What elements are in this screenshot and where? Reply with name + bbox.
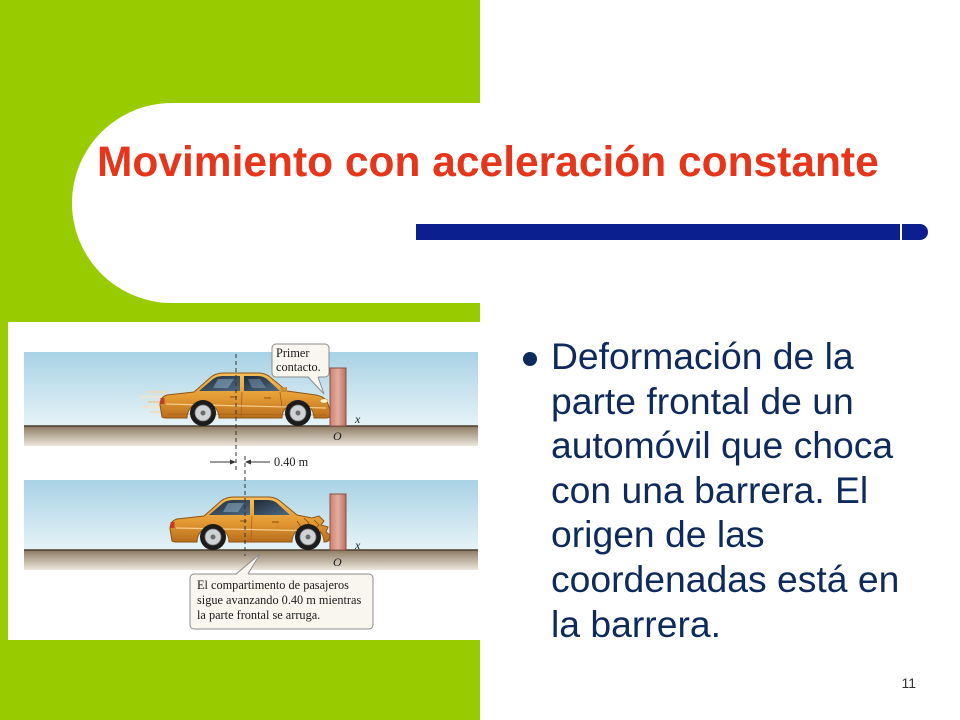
slide-title: Movimiento con aceleración constante — [97, 139, 879, 186]
bullet-line: parte frontal de un — [551, 379, 854, 422]
arrowhead-right — [230, 460, 236, 465]
callout-bottom-line: sigue avanzando 0.40 m mientras — [197, 593, 362, 607]
x-axis-label-bottom: x — [355, 538, 361, 552]
car-crash-figure — [8, 322, 480, 640]
callout-bottom-line: la parte frontal se arruga. — [197, 608, 321, 622]
bullet-line: Deformación de la — [551, 335, 854, 377]
taillight — [171, 522, 175, 528]
rear-wheel — [190, 400, 216, 426]
front-wheel — [295, 524, 321, 550]
door-handle — [264, 397, 271, 399]
bullet-line: origen de las — [551, 513, 765, 556]
bullet-line: con una barrera. El — [551, 468, 869, 511]
title-background — [72, 103, 592, 303]
bullet-line: automóvil que choca — [551, 424, 894, 467]
barrier-top — [330, 368, 346, 426]
origin-label-top: O — [333, 429, 342, 443]
taillight — [161, 398, 165, 404]
top-scene — [24, 344, 478, 446]
door-handle — [272, 521, 279, 523]
x-axis-label-top: x — [355, 412, 361, 426]
ground-top — [24, 426, 478, 446]
bullet-line: coordenadas está en — [551, 557, 900, 600]
bullet-line: la barrera. — [551, 602, 721, 645]
rear-wheel — [200, 524, 226, 550]
accent-bar — [416, 224, 900, 240]
origin-label-bottom: O — [333, 555, 342, 569]
figure-panel — [8, 322, 480, 640]
barrier-bottom — [330, 494, 346, 550]
displacement-dimension — [210, 455, 309, 469]
displacement-label: 0.40 m — [274, 455, 309, 469]
bullet-dot — [523, 352, 537, 366]
front-wheel — [285, 400, 311, 426]
door-handle — [240, 520, 247, 522]
arrowhead-left — [245, 460, 251, 465]
headlight — [320, 399, 328, 403]
accent-bar-cap — [902, 224, 928, 240]
callout-top-line: contacto. — [276, 360, 321, 374]
page-number: 11 — [901, 675, 916, 691]
bullet-text — [551, 334, 899, 646]
callout-top-line: Primer — [276, 346, 310, 360]
bottom-scene — [24, 480, 478, 629]
callout-bottom-line: El compartimento de pasajeros — [197, 578, 349, 592]
